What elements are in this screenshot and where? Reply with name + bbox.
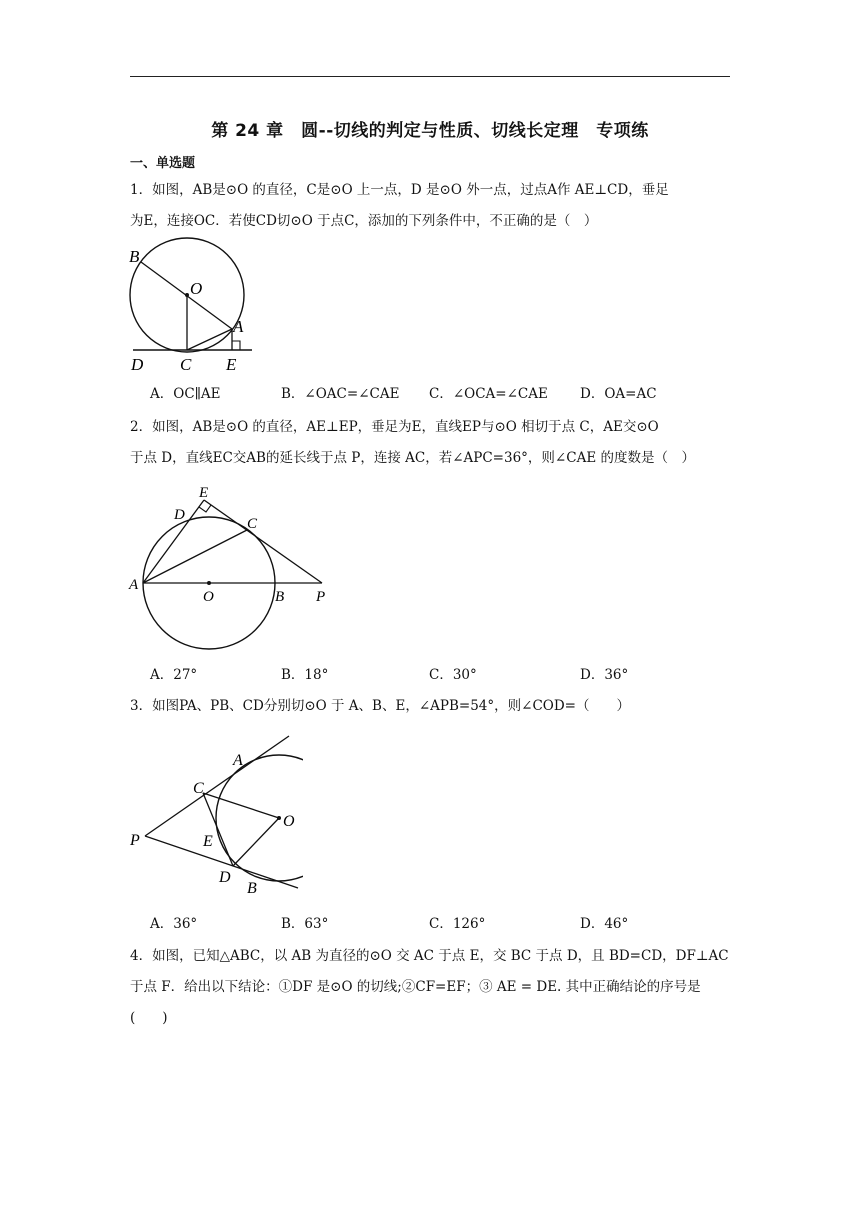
question-2-text	[130, 412, 735, 474]
fig2-label-O: O	[203, 589, 214, 605]
page-title: 第 24 章 圆--切线的判定与性质、切线长定理 专项练	[211, 121, 649, 141]
fig2-label-C: C	[247, 516, 258, 532]
fig1-label-C: C	[180, 355, 192, 374]
fig1-label-D: D	[131, 355, 144, 374]
fig3-label-O: O	[283, 813, 295, 830]
fig2-label-E: E	[199, 485, 209, 501]
fig3-label-E: E	[203, 833, 213, 850]
fig3-label-C: C	[193, 780, 204, 797]
question-4-line-1: 4．如图，已知△ABC，以 AB 为直径的⊙O 交 AC 于点 E，交 BC 于点 D，且 BD=CD，DF⊥AC	[130, 948, 729, 964]
q3-option-a[interactable]: A．36°	[150, 916, 198, 932]
question-4-line-3: ( )	[130, 1010, 168, 1026]
question-2-line-2: 于点 D，直线EC交AB的延长线于点 P，连接 AC，若∠APC=36°，则∠CAE 的度数是（ ）	[130, 450, 695, 466]
fig1-label-B: B	[129, 247, 140, 266]
fig2-label-P: P	[316, 589, 326, 605]
q3-option-c[interactable]: C．126°	[429, 916, 486, 932]
question-1-line-2: 为E，连接OC．若使CD切⊙O 于点C，添加的下列条件中，不正确的是（ ）	[130, 213, 598, 229]
q2-option-b[interactable]: B．18°	[281, 667, 329, 683]
question-3-figure	[128, 728, 303, 898]
q1-option-a[interactable]: A．OC∥AE	[150, 386, 221, 402]
question-2-options	[150, 663, 750, 685]
question-4-text	[130, 941, 735, 1034]
q1-option-b[interactable]: B．∠OAC=∠CAE	[281, 386, 400, 402]
fig2-label-A: A	[129, 577, 139, 593]
q2-option-a[interactable]: A．27°	[150, 667, 198, 683]
q3-option-d[interactable]: D．46°	[580, 916, 629, 932]
question-3-line-1: 3．如图PA、PB、CD分别切⊙O 于 A、B、E，∠APB=54°，则∠COD=（ ）	[130, 698, 630, 714]
q1-option-c[interactable]: C．∠OCA=∠CAE	[429, 386, 548, 402]
question-2-figure	[128, 478, 338, 653]
question-1-text	[130, 175, 735, 237]
fig3-label-B: B	[247, 880, 257, 897]
fig2-label-D: D	[174, 507, 185, 523]
q2-option-d[interactable]: D．36°	[580, 667, 629, 683]
fig1-label-O: O	[190, 279, 203, 298]
question-1-options	[150, 382, 750, 404]
fig1-label-E: E	[226, 355, 237, 374]
q3-option-b[interactable]: B．63°	[281, 916, 329, 932]
fig3-label-D: D	[219, 869, 231, 886]
q2-option-c[interactable]: C．30°	[429, 667, 477, 683]
question-2-line-1: 2．如图，AB是⊙O 的直径，AE⊥EP，垂足为E，直线EP与⊙O 相切于点 C，AE交⊙O	[130, 419, 659, 435]
section-heading: 一、单选题	[130, 156, 196, 171]
question-3-text	[130, 691, 735, 722]
question-1-line-1: 1．如图，AB是⊙O 的直径，C是⊙O 上一点，D 是⊙O 外一点，过点A作 AE⊥CD，垂足	[130, 182, 669, 198]
fig2-label-B: B	[275, 589, 285, 605]
fig3-label-P: P	[130, 832, 140, 849]
q1-option-d[interactable]: D．OA=AC	[580, 386, 657, 402]
question-3-options	[150, 912, 750, 934]
fig1-label-A: A	[233, 317, 244, 336]
fig3-label-A: A	[233, 752, 243, 769]
top-rule	[130, 76, 730, 77]
question-4-line-2: 于点 F．给出以下结论：①DF 是⊙O 的切线;②CF=EF；③ AE = DE. 其中正确结论的序号是	[130, 979, 701, 995]
question-1-figure	[128, 236, 258, 376]
